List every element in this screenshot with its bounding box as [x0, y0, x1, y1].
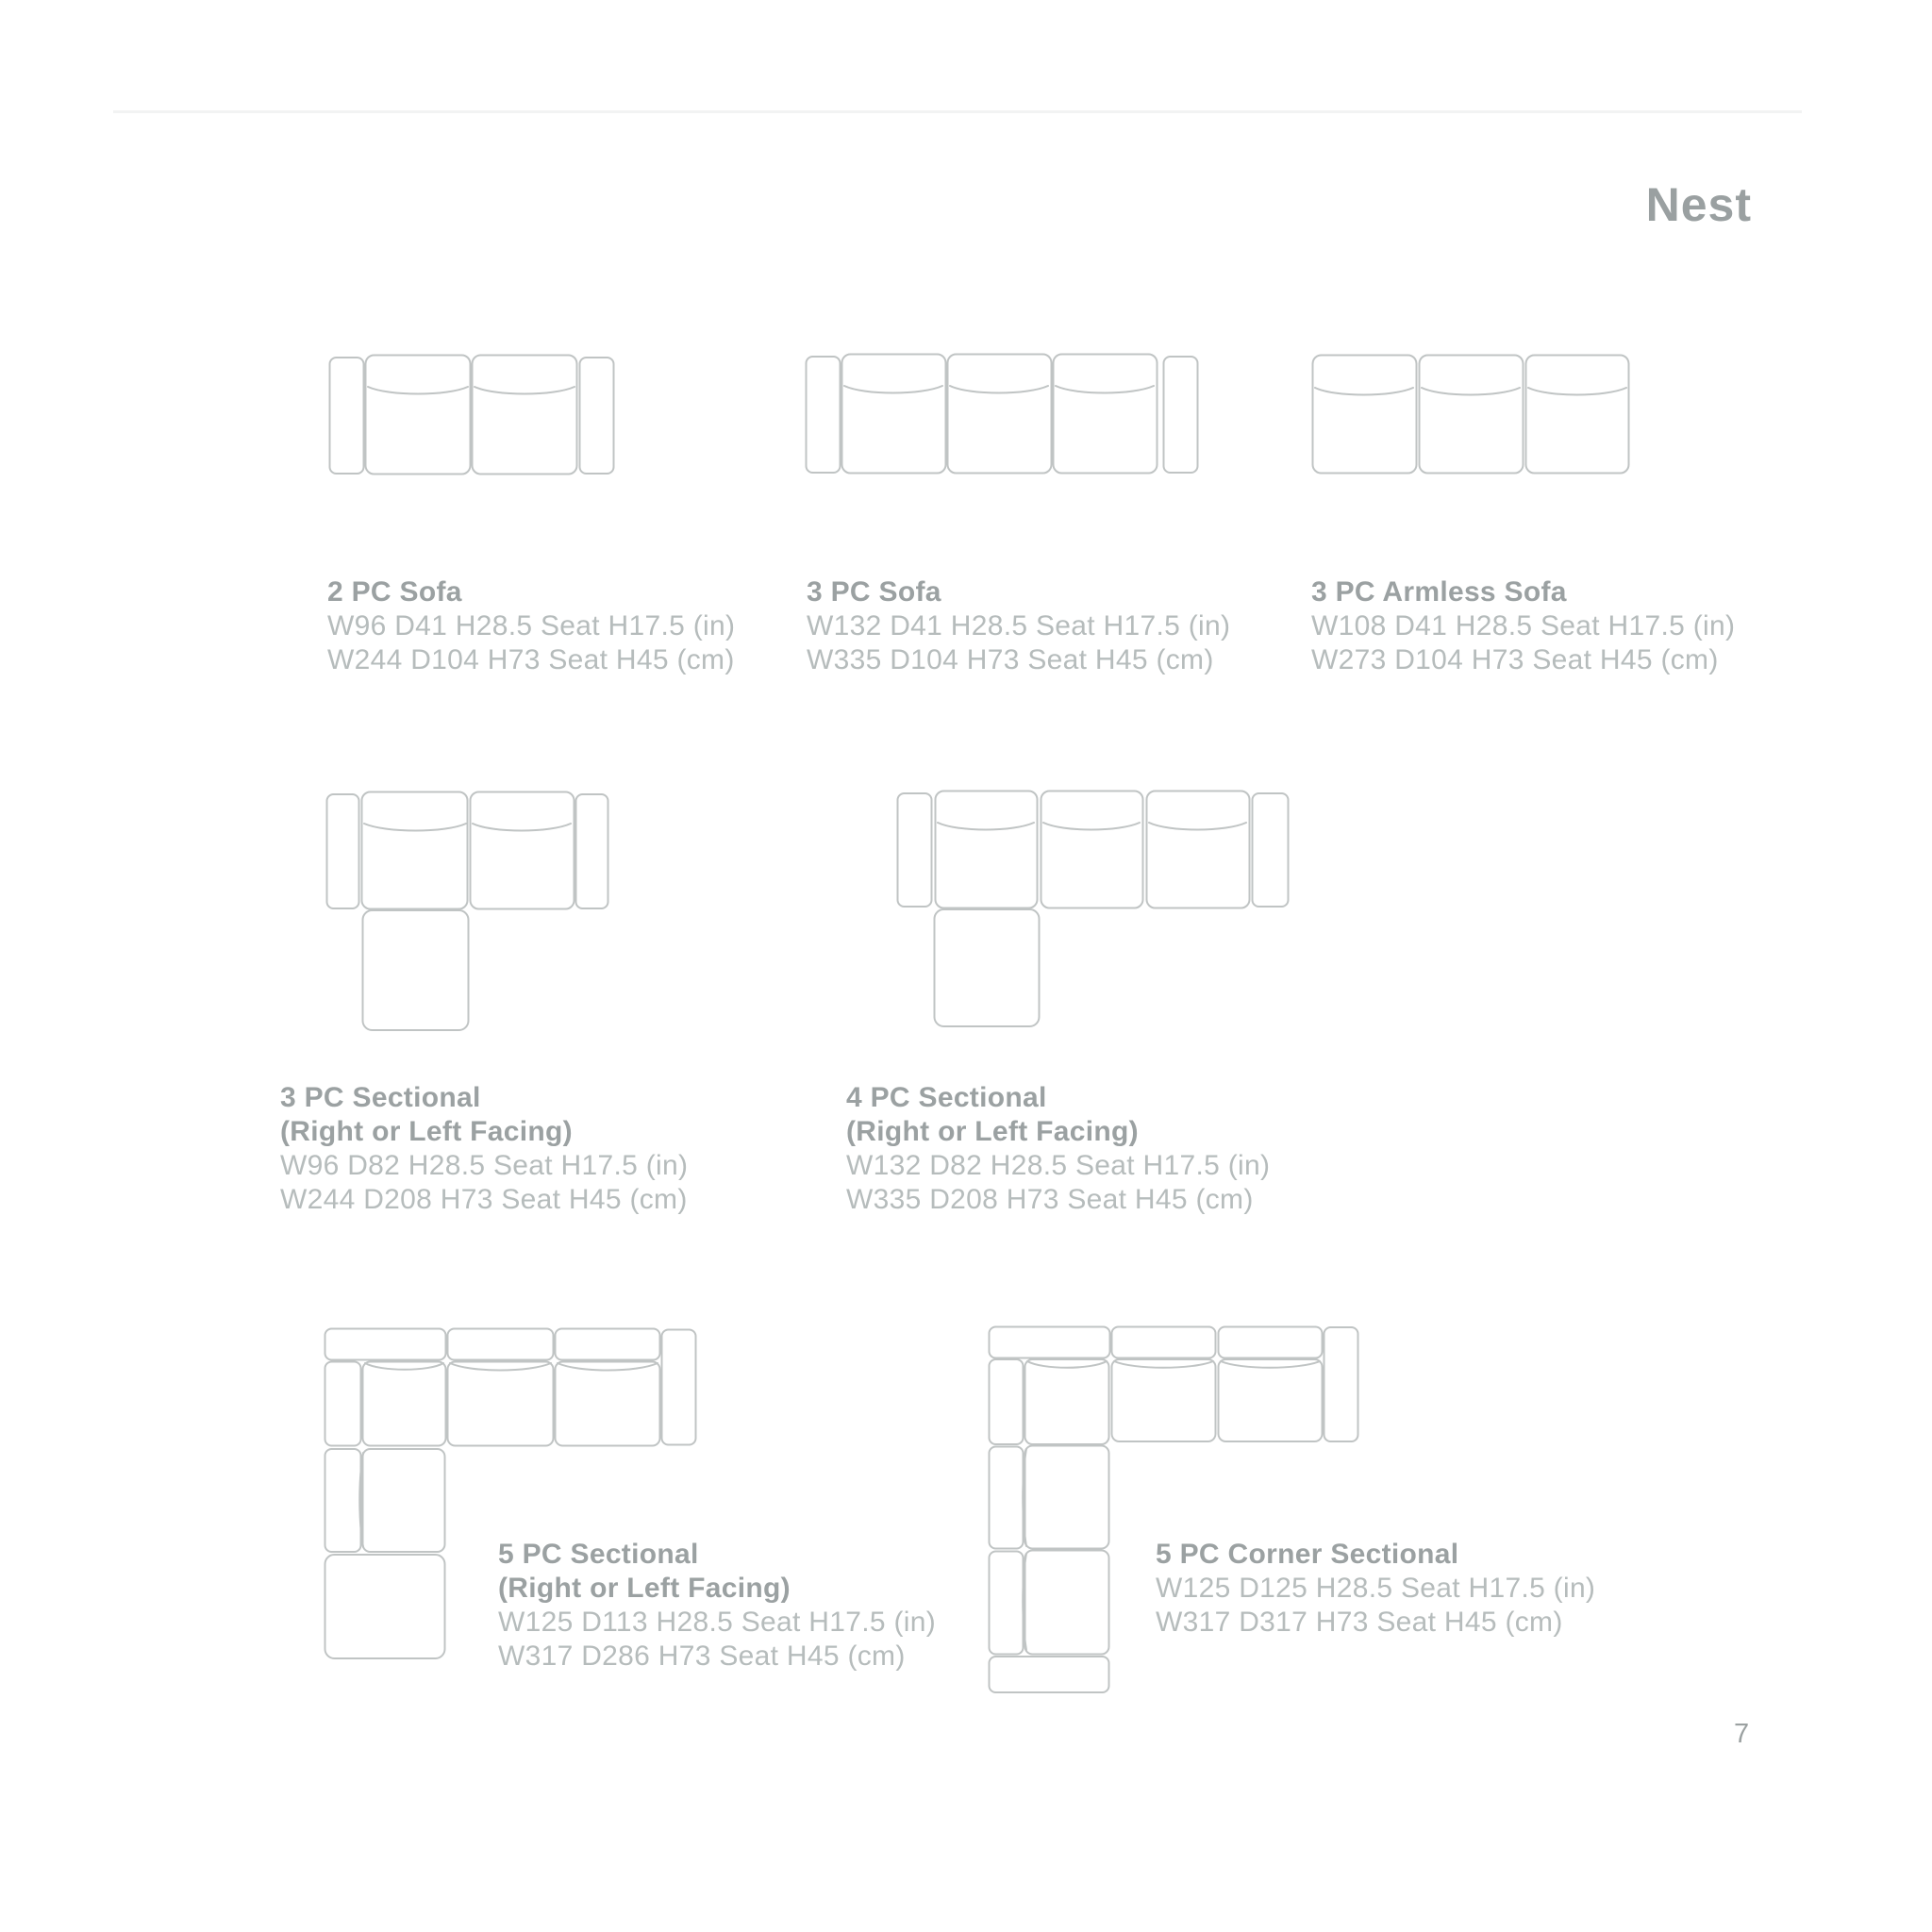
right-arm	[1253, 793, 1289, 907]
left-arm	[325, 1449, 361, 1552]
product-label-3pc-sofa	[807, 575, 1230, 677]
seat	[1041, 791, 1143, 908]
seat	[948, 355, 1052, 474]
product-facing: (Right or Left Facing)	[846, 1116, 1139, 1147]
back-cushion	[1112, 1327, 1216, 1358]
product-facing: (Right or Left Facing)	[498, 1573, 791, 1604]
diagram-3pc-sofa	[805, 353, 1199, 475]
seat	[363, 1449, 445, 1552]
right-arm	[576, 794, 608, 908]
seat	[1526, 356, 1629, 474]
diagram-3pc-sectional	[325, 791, 610, 1032]
product-name: 3 PC Sectional	[280, 1082, 481, 1113]
seat	[448, 1362, 554, 1446]
left-arm	[898, 793, 932, 907]
seat	[366, 356, 471, 475]
product-dims-in: W132 D82 H28.5 Seat H17.5 (in)	[846, 1150, 1271, 1181]
diagram-4pc-sectional	[896, 790, 1291, 1027]
back-cushion	[990, 1552, 1024, 1655]
seat	[1025, 1446, 1109, 1549]
product-dims-in: W96 D41 H28.5 Seat H17.5 (in)	[327, 610, 736, 641]
product-dims-cm: W335 D208 H73 Seat H45 (cm)	[846, 1184, 1254, 1215]
back-cushion	[990, 1447, 1024, 1549]
left-arm	[325, 1362, 361, 1446]
product-name: 5 PC Sectional	[498, 1539, 699, 1570]
seat	[473, 356, 577, 475]
corner-seat	[1025, 1359, 1109, 1444]
page-title: Nest	[1645, 178, 1752, 231]
back-cushion	[990, 1359, 1024, 1444]
seat	[1147, 791, 1250, 908]
back-cushion	[1219, 1327, 1323, 1358]
seat	[1054, 355, 1158, 474]
seat	[936, 791, 1038, 908]
back-cushion	[556, 1329, 660, 1360]
product-label-5pc-corner-sectional	[1156, 1538, 1595, 1640]
diagram-3pc-armless-sofa	[1311, 354, 1630, 475]
right-arm	[1164, 357, 1198, 473]
seat	[471, 792, 575, 909]
product-label-2pc-sofa	[327, 575, 735, 677]
product-dims-cm: W317 D317 H73 Seat H45 (cm)	[1156, 1607, 1563, 1638]
ottoman	[325, 1555, 445, 1658]
product-dims-in: W125 D125 H28.5 Seat H17.5 (in)	[1156, 1573, 1596, 1604]
seat	[362, 792, 468, 909]
seat	[1025, 1551, 1109, 1655]
product-dims-cm: W317 D286 H73 Seat H45 (cm)	[498, 1641, 906, 1672]
right-arm	[580, 358, 614, 474]
product-dims-cm: W335 D104 H73 Seat H45 (cm)	[807, 644, 1214, 675]
chaise	[935, 909, 1040, 1026]
back-cushion	[325, 1329, 446, 1360]
right-arm	[662, 1330, 696, 1445]
product-label-4pc-sectional	[846, 1081, 1270, 1217]
seat	[842, 355, 946, 474]
corner-seat	[363, 1362, 446, 1446]
left-arm	[330, 358, 364, 474]
seat	[556, 1362, 660, 1446]
product-label-5pc-sectional	[498, 1538, 936, 1674]
page-number: 7	[1734, 1719, 1750, 1749]
product-label-3pc-armless-sofa	[1311, 575, 1735, 677]
bottom-arm	[990, 1657, 1109, 1692]
product-label-3pc-sectional	[280, 1081, 688, 1217]
back-cushion	[990, 1327, 1110, 1358]
product-name: 3 PC Sofa	[807, 576, 941, 608]
right-arm	[1324, 1327, 1358, 1441]
header-divider-line	[113, 110, 1802, 113]
product-dims-cm: W244 D208 H73 Seat H45 (cm)	[280, 1184, 688, 1215]
product-facing: (Right or Left Facing)	[280, 1116, 573, 1147]
product-dims-cm: W273 D104 H73 Seat H45 (cm)	[1311, 644, 1719, 675]
product-dims-in: W132 D41 H28.5 Seat H17.5 (in)	[807, 610, 1231, 641]
seat	[1219, 1359, 1323, 1441]
chaise	[363, 910, 469, 1030]
product-name: 3 PC Armless Sofa	[1311, 576, 1567, 608]
seat	[1112, 1359, 1216, 1441]
product-dims-cm: W244 D104 H73 Seat H45 (cm)	[327, 644, 735, 675]
seat	[1420, 356, 1524, 474]
seat	[1313, 356, 1417, 474]
product-name: 4 PC Sectional	[846, 1082, 1047, 1113]
product-name: 2 PC Sofa	[327, 576, 462, 608]
diagram-2pc-sofa	[328, 354, 615, 476]
left-arm	[327, 794, 359, 908]
product-dims-in: W108 D41 H28.5 Seat H17.5 (in)	[1311, 610, 1736, 641]
product-dims-in: W125 D113 H28.5 Seat H17.5 (in)	[498, 1607, 936, 1638]
product-name: 5 PC Corner Sectional	[1156, 1539, 1459, 1570]
product-dims-in: W96 D82 H28.5 Seat H17.5 (in)	[280, 1150, 689, 1181]
left-arm	[807, 357, 841, 473]
back-cushion	[448, 1329, 554, 1360]
